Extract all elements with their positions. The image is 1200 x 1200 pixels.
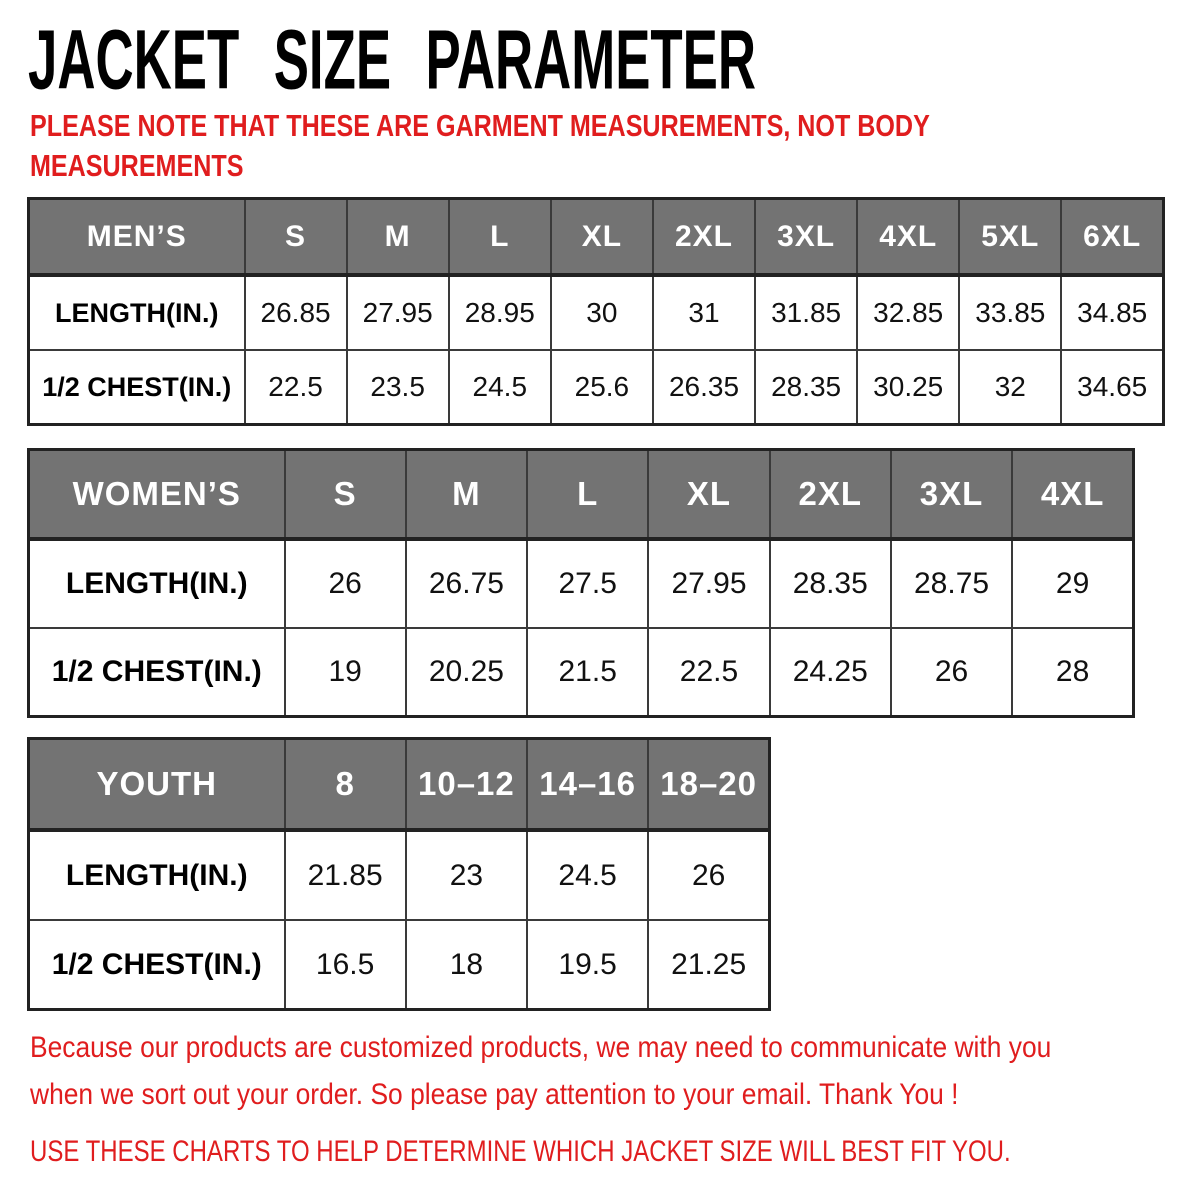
size-value-cell: 24.5 — [449, 350, 551, 425]
size-column-header: S — [245, 199, 347, 276]
row-label: LENGTH(IN.) — [29, 275, 245, 350]
size-column-header: 10–12 — [406, 739, 527, 831]
size-value-cell: 26 — [285, 539, 406, 628]
size-value-cell: 28.35 — [755, 350, 857, 425]
size-column-header: 8 — [285, 739, 406, 831]
size-value-cell: 19.5 — [527, 920, 648, 1010]
size-value-cell: 26.75 — [406, 539, 527, 628]
size-value-cell: 16.5 — [285, 920, 406, 1010]
size-value-cell: 21.5 — [527, 628, 648, 717]
size-value-cell: 24.5 — [527, 830, 648, 920]
page-title: JACKET SIZE PARAMETER — [28, 13, 757, 107]
size-column-header: 4XL — [857, 199, 959, 276]
size-value-cell: 26 — [891, 628, 1012, 717]
size-column-header: 6XL — [1061, 199, 1163, 276]
size-value-cell: 33.85 — [959, 275, 1061, 350]
womens-chest-row — [29, 628, 1134, 717]
size-column-header: 18–20 — [648, 739, 769, 831]
size-value-cell: 32.85 — [857, 275, 959, 350]
mens-size-table — [27, 197, 1165, 426]
size-column-header: M — [406, 450, 527, 540]
size-value-cell: 30 — [551, 275, 653, 350]
size-column-header: L — [527, 450, 648, 540]
size-column-header: 2XL — [770, 450, 891, 540]
size-value-cell: 18 — [406, 920, 527, 1010]
size-value-cell: 21.85 — [285, 830, 406, 920]
size-value-cell: 22.5 — [648, 628, 769, 717]
size-column-header: XL — [551, 199, 653, 276]
size-value-cell: 26.85 — [245, 275, 347, 350]
mens-chest-row — [29, 350, 1164, 425]
size-value-cell: 23.5 — [347, 350, 449, 425]
mens-length-row — [29, 275, 1164, 350]
youth-header-row — [29, 739, 770, 831]
size-value-cell: 26.35 — [653, 350, 755, 425]
size-value-cell: 26 — [648, 830, 769, 920]
size-column-header: 2XL — [653, 199, 755, 276]
chart-usage-note: USE THESE CHARTS TO HELP DETERMINE WHICH JACKET SIZE WILL BEST FIT YOU. — [30, 1135, 1011, 1168]
size-value-cell: 34.65 — [1061, 350, 1163, 425]
size-value-cell: 29 — [1012, 539, 1133, 628]
size-column-header: 5XL — [959, 199, 1061, 276]
youth-size-table — [27, 737, 771, 1011]
size-value-cell: 27.5 — [527, 539, 648, 628]
size-column-header: 4XL — [1012, 450, 1133, 540]
size-value-cell: 19 — [285, 628, 406, 717]
size-value-cell: 25.6 — [551, 350, 653, 425]
size-value-cell: 28 — [1012, 628, 1133, 717]
row-label: 1/2 CHEST(IN.) — [29, 350, 245, 425]
customization-notice — [30, 1024, 1051, 1118]
size-column-header: M — [347, 199, 449, 276]
size-value-cell: 28.35 — [770, 539, 891, 628]
size-column-header: L — [449, 199, 551, 276]
size-value-cell: 27.95 — [648, 539, 769, 628]
womens-size-table — [27, 448, 1135, 718]
size-value-cell: 30.25 — [857, 350, 959, 425]
youth-length-row — [29, 830, 770, 920]
size-column-header: XL — [648, 450, 769, 540]
customization-notice-line-2: when we sort out your order. So please pay attention to your email. Thank You ! — [30, 1078, 959, 1111]
size-value-cell: 23 — [406, 830, 527, 920]
size-value-cell: 31.85 — [755, 275, 857, 350]
size-value-cell: 27.95 — [347, 275, 449, 350]
womens-header-row — [29, 450, 1134, 540]
size-value-cell: 28.95 — [449, 275, 551, 350]
note-line-1: PLEASE NOTE THAT THESE ARE GARMENT MEASUREMENTS, NOT BODY — [30, 108, 930, 143]
row-label: 1/2 CHEST(IN.) — [29, 920, 285, 1010]
size-value-cell: 24.25 — [770, 628, 891, 717]
garment-measurement-note — [30, 106, 930, 186]
size-value-cell: 31 — [653, 275, 755, 350]
row-label: LENGTH(IN.) — [29, 830, 285, 920]
note-line-2: MEASUREMENTS — [30, 148, 244, 183]
size-value-cell: 20.25 — [406, 628, 527, 717]
size-value-cell: 28.75 — [891, 539, 1012, 628]
youth-table-title: YOUTH — [29, 739, 285, 831]
size-value-cell: 21.25 — [648, 920, 769, 1010]
youth-chest-row — [29, 920, 770, 1010]
womens-length-row — [29, 539, 1134, 628]
size-column-header: 3XL — [755, 199, 857, 276]
womens-table-title: WOMEN’S — [29, 450, 285, 540]
mens-table-title: MEN’S — [29, 199, 245, 276]
size-column-header: 3XL — [891, 450, 1012, 540]
row-label: LENGTH(IN.) — [29, 539, 285, 628]
size-value-cell: 34.85 — [1061, 275, 1163, 350]
mens-header-row — [29, 199, 1164, 276]
size-column-header: S — [285, 450, 406, 540]
row-label: 1/2 CHEST(IN.) — [29, 628, 285, 717]
size-column-header: 14–16 — [527, 739, 648, 831]
customization-notice-line-1: Because our products are customized products, we may need to communicate with you — [30, 1031, 1052, 1064]
size-value-cell: 32 — [959, 350, 1061, 425]
size-value-cell: 22.5 — [245, 350, 347, 425]
